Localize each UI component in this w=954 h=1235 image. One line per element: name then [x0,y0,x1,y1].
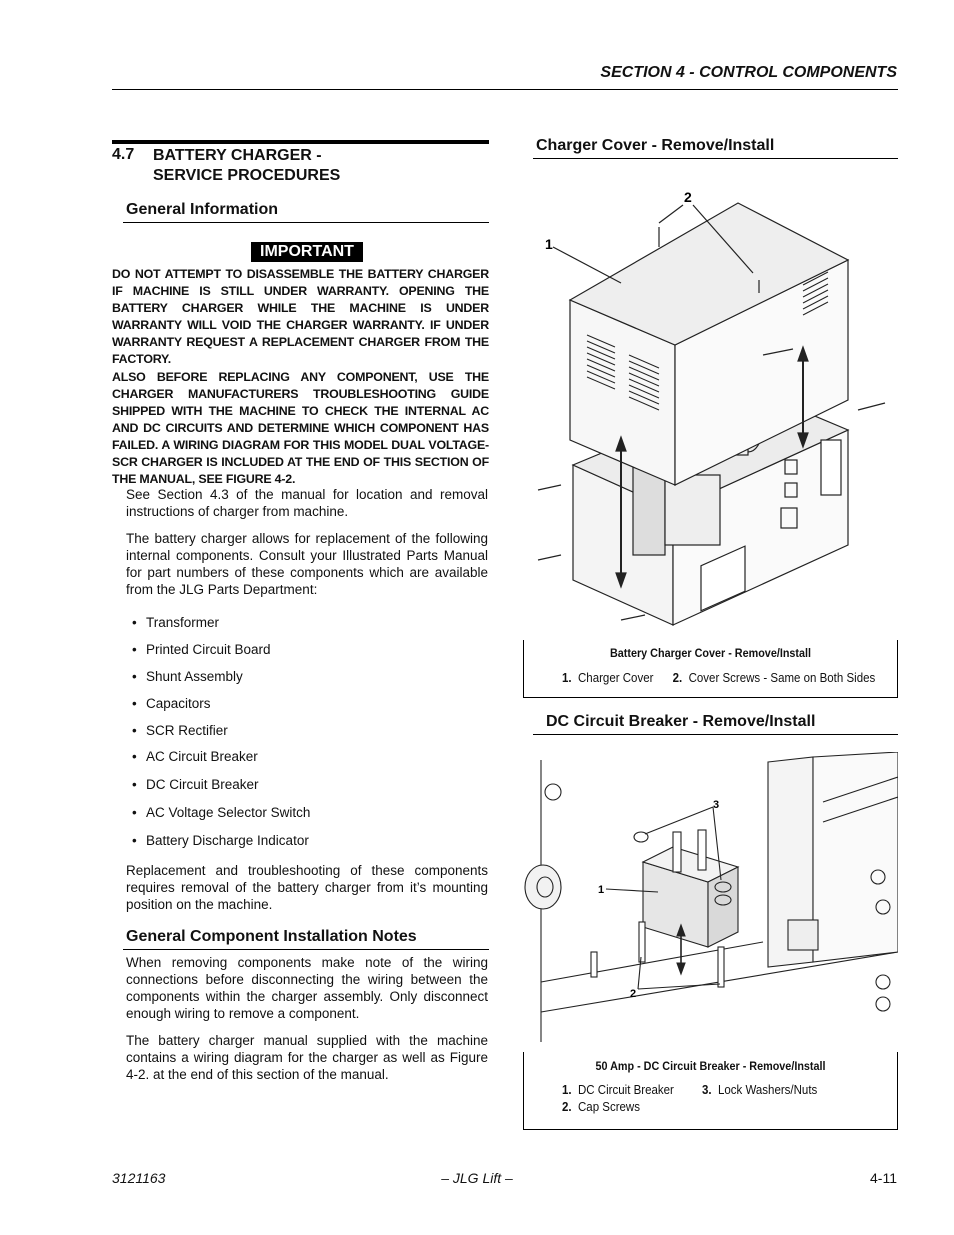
dc-breaker-illustration [523,752,898,1052]
warning-paragraph-2: ALSO BEFORE REPLACING ANY COMPONENT, USE THE CHARGER MANUFACTURERS TROUBLESHOOTING GUIDE SHIPPED WITH THE MACHINE TO CHECK THE INTERNAL AC AND DC CIRCUITS AND DETERMINE WHICH COMPONENT HAS FAILED. A WIRING DIAGRAM FOR THIS MODEL DUAL VOLTAGE-SCR CHARGER IS INCLUDED AT THE END OF THIS SECTION OF THE MANUAL, SEE FIGURE 4-2. [112,370,489,486]
section-title-line2: SERVICE PROCEDURES [153,167,341,184]
footer-company: – JLG Lift – [441,1170,513,1186]
installation-notes-rule [123,949,489,950]
list-item: • DC Circuit Breaker [132,777,259,793]
section-number: 4.7 [112,146,135,163]
charger-cover-caption: Battery Charger Cover - Remove/Install [609,646,812,660]
dc-breaker-legend-row1b: 3. Lock Washers/Nuts [702,1083,818,1097]
section-header-title: SECTION 4 - CONTROL COMPONENTS [600,64,897,81]
general-information-heading: General Information [126,201,279,218]
paragraph-components-intro: The battery charger allows for replacement of the following internal components. Consult your Illustrated Parts Manual for part numbers of these components which are available from the JLG Parts Department: [126,531,488,597]
callout-3: 3 [713,799,720,811]
dc-breaker-rule [533,734,898,735]
header-rule [112,89,898,90]
paragraph-section-ref: See Section 4.3 of the manual for location and removal instructions of charger from machine. [126,487,488,519]
callout-2: 2 [630,988,637,1000]
dc-breaker-caption: 50 Amp - DC Circuit Breaker - Remove/Install [595,1059,826,1073]
footer-doc-number: 3121163 [112,1170,166,1186]
charger-cover-caption-box [523,640,898,698]
charger-cover-legend: 1. Charger Cover 2. Cover Screws - Same on Both Sides [562,671,876,685]
callout-1: 1 [598,884,605,896]
component-list [132,614,310,859]
charger-cover-heading: Charger Cover - Remove/Install [536,137,775,154]
list-item: • AC Circuit Breaker [132,749,258,765]
list-item: • Capacitors [132,695,211,711]
installation-notes-heading: General Component Installation Notes [126,928,417,945]
list-item: • AC Voltage Selector Switch [132,805,311,821]
list-item: • Battery Discharge Indicator [132,833,309,849]
dc-breaker-caption-box [523,1052,898,1130]
section-title-line1: BATTERY CHARGER - [153,147,322,164]
footer-page-number: 4-11 [870,1170,897,1186]
callout-2: 2 [684,189,692,205]
list-item: • Transformer [132,615,220,630]
paragraph-replacement: Replacement and troubleshooting of these components requires removal of the battery charger from it’s mounting position on the machine. [126,863,488,912]
general-information-rule [123,222,489,223]
list-item: • Printed Circuit Board [132,641,271,657]
charger-cover-rule [533,158,898,159]
list-item: • Shunt Assembly [132,668,243,684]
dc-breaker-legend-row1: 1. DC Circuit Breaker [562,1083,674,1097]
dc-breaker-heading: DC Circuit Breaker - Remove/Install [546,713,816,730]
section-top-rule [112,140,489,144]
paragraph-wiring-note: When removing components make note of the wiring connections before disconnecting the wiring between the components within the charger assembly. Only disconnect enough wiring to remove a component. [126,955,488,1021]
paragraph-charger-manual: The battery charger manual supplied with the machine contains a wiring diagram for the charger as well as Figure 4-2. at the end of this section of the manual. [126,1033,488,1082]
list-item: • SCR Rectifier [132,722,228,738]
important-label: IMPORTANT [251,242,363,262]
charger-cover-illustration [523,175,898,640]
callout-1: 1 [545,236,553,252]
section-title [153,146,453,186]
warning-paragraph-1: DO NOT ATTEMPT TO DISASSEMBLE THE BATTERY CHARGER IF MACHINE IS STILL UNDER WARRANTY. OPENING THE BATTERY CHARGER WHILE THE MACHINE IS UNDER WARRANTY WILL VOID THE CHARGER WARRANTY. IF UNDER WARRANTY REQUEST A REPLACEMENT CHARGER FROM THE FACTORY. [112,267,489,366]
dc-breaker-legend-row2: 2. Cap Screws [562,1100,640,1114]
